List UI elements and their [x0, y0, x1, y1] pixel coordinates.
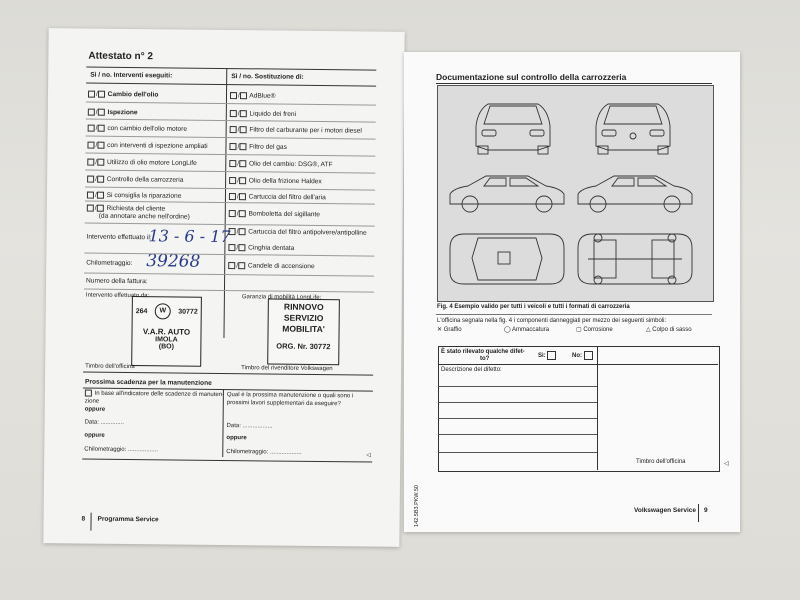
left-footer: Programma Service: [97, 515, 159, 524]
repl-sealant[interactable]: / Bomboletta del sigillante: [229, 210, 320, 219]
defect-description-label: Descrizione del difetto:: [441, 367, 502, 373]
next-oppure-1: oppure: [84, 406, 106, 413]
car-outlines: [438, 86, 713, 301]
row-sep: [85, 223, 375, 227]
damage-no[interactable]: No:: [572, 351, 594, 360]
row-sep: [86, 119, 376, 123]
vw-logo-icon: W: [155, 303, 171, 319]
body-doc-title: Documentazione sul controllo della carrozzeria: [436, 72, 627, 82]
repl-pollen-filter[interactable]: / Cartuccia del filtro antipolvere/antipolline: [229, 228, 367, 238]
item-longlife[interactable]: / Utilizzo di olio motore LongLife: [87, 159, 197, 168]
footer-divider: [90, 513, 91, 531]
damage-header-rule: [438, 364, 718, 365]
handwritten-km: 39268: [146, 251, 201, 272]
next-km-2: Chilometraggio: ...................: [226, 449, 302, 456]
footer-divider: [698, 504, 699, 522]
right-col-header: Sì / no. Sostituzione di:: [231, 73, 304, 81]
item-extended[interactable]: / con interventi di ispezione ampliati: [87, 142, 207, 152]
damage-question-2: to?: [480, 356, 490, 362]
defect-line: [438, 418, 597, 419]
km-label: Chilometraggio:: [86, 259, 133, 268]
symbol-corrosion: ▢ Corrosione: [576, 327, 613, 333]
repl-haldex[interactable]: / Olio della frizione Haldex: [229, 177, 322, 186]
defect-line: [438, 402, 597, 403]
left-page: [43, 28, 404, 547]
side-code: 142.5B3.PKW.50: [413, 485, 420, 527]
workshop-label: Intervento effettuato da:: [85, 292, 150, 300]
title-rule: [436, 83, 712, 84]
next-question-2: prossimi lavori supplementari da eseguire?: [226, 400, 341, 408]
repl-gas-filter[interactable]: / Filtro del gas: [229, 143, 287, 152]
damage-divider: [597, 346, 598, 470]
damage-question-1: È stato rilevato qualche difet-: [441, 349, 525, 355]
right-workshop-stamp: Timbro dell'officina: [636, 459, 686, 465]
next-maintenance-title: Prossima scadenza per la manutenzione: [84, 378, 212, 387]
item-with-oil[interactable]: / con cambio dell'olio motore: [88, 125, 187, 134]
title-rule: [86, 67, 376, 71]
row-sep: [84, 253, 374, 257]
next-divider: [222, 389, 224, 457]
triangle-icon: ◁: [366, 452, 371, 459]
dealer-stamp-caption: Timbro del rivenditore Volkswagen: [241, 365, 333, 373]
right-page: [404, 52, 740, 532]
row-sep: [85, 170, 375, 174]
symbol-scratch: ✕ Graffio: [437, 327, 462, 333]
next-oppure-3: oppure: [226, 435, 247, 442]
next-data-2: Data: ..................: [226, 423, 273, 430]
repl-gear-oil[interactable]: / Olio del cambio: DSG®, ATF: [229, 160, 332, 169]
damage-yes[interactable]: Sì:: [538, 351, 557, 360]
repl-air-filter[interactable]: / Cartuccia del filtro dell'aria: [229, 193, 326, 202]
next-data-1: Data: ..............: [84, 419, 124, 426]
left-col-header: Sì / no. Interventi eseguiti:: [90, 71, 173, 80]
item-repair[interactable]: / Si consiglia la riparazione: [87, 192, 182, 201]
mobility-stamp: RINNOVO SERVIZIO MOBILITA' ORG. Nr. 30772: [267, 298, 340, 365]
row-sep: [86, 136, 376, 140]
handwritten-date: 13 - 6 - 17: [148, 226, 231, 247]
defect-line: [438, 434, 597, 435]
right-footer: Volkswagen Service: [634, 507, 697, 514]
workshop-stamp-caption: Timbro dell'officina: [85, 363, 135, 371]
symbol-dent: ◯ Ammaccatura: [504, 327, 550, 333]
row-sep: [85, 153, 375, 157]
item-customer-request[interactable]: / Richiesta del cliente: [87, 205, 165, 214]
item-body-check[interactable]: / Controllo della carrozzeria: [87, 176, 183, 185]
row-sep: [84, 273, 374, 277]
defect-line: [438, 452, 597, 453]
row-sep: [86, 102, 376, 106]
symbol-stone-chip: △ Colpo di sasso: [646, 327, 692, 333]
left-page-number: 8: [81, 515, 86, 523]
mobility-label: Garanzia di mobilità LongLife:: [241, 294, 322, 302]
row-sep: [85, 187, 375, 191]
car-diagram: [437, 85, 714, 302]
certificate-title: Attestato n° 2: [88, 50, 154, 63]
figure-caption: Fig. 4 Esempio valido per tutti i veicoli e tutti i formati di carrozzeria: [437, 304, 630, 310]
defect-line: [438, 386, 597, 387]
invoice-label: Numero della fattura:: [86, 277, 148, 286]
repl-spark-plugs[interactable]: / Candele di accensione: [228, 262, 314, 271]
header-rule: [86, 83, 376, 87]
date-label: Intervento effettuato il:: [86, 233, 152, 242]
item-customer-note: (da annotare anche nell'ordine): [98, 212, 190, 221]
repl-brake[interactable]: / Liquido dei freni: [230, 110, 296, 119]
next-km-1: Chilometraggio: ..................: [84, 446, 159, 454]
item-inspection[interactable]: / Ispezione: [88, 109, 138, 118]
caption-rule: [436, 314, 712, 315]
repl-adblue[interactable]: / AdBlue®: [230, 92, 276, 101]
repl-fuel-filter[interactable]: / Filtro del carburante per i motori diesel: [230, 126, 362, 136]
next-indicator-2: zione: [84, 398, 100, 405]
item-oil-change[interactable]: / Cambio dell'olio: [88, 91, 158, 100]
triangle-icon: ◁: [724, 461, 729, 467]
next-question-1: Qual è la prossima manutenzione o quali sono i: [226, 392, 354, 400]
next-indicator[interactable]: In base all'indicatore delle scadenze di manuten-: [85, 390, 224, 400]
next-oppure-2: oppure: [84, 432, 105, 439]
right-page-number: 9: [704, 507, 708, 514]
repl-timing-belt[interactable]: / Cinghia dentata: [228, 244, 294, 253]
symbols-intro: L'officina segnala nella fig. 4 i componenti danneggiati per mezzo dei seguenti simboli:: [437, 318, 667, 324]
workshop-stamp: 264 W 30772 V.A.R. AUTO IMOLA (BO): [131, 296, 202, 367]
bottom-rule: [82, 459, 372, 463]
